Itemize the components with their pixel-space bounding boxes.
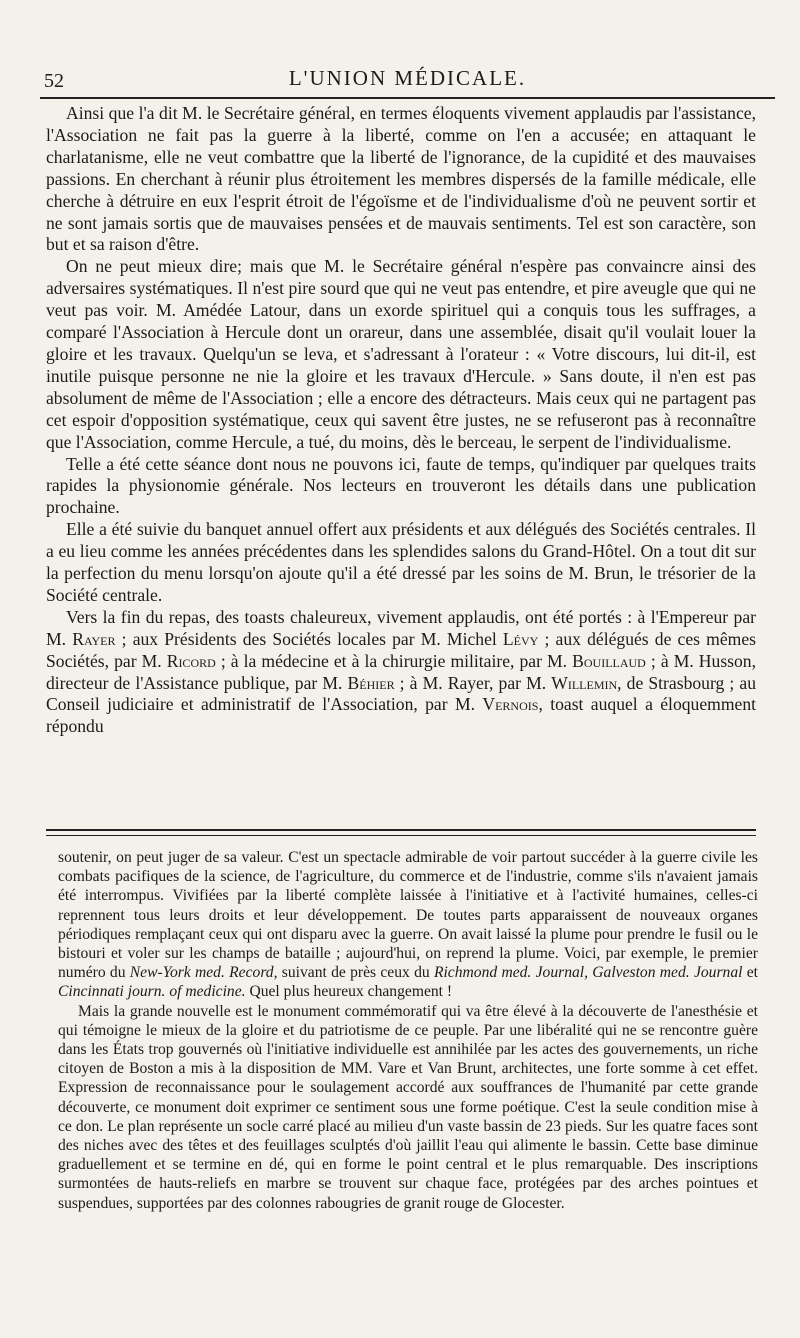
text-run: On ne peut mieux dire; mais que M. le Secrétaire général n'espère pas convaincre ainsi des adversaires systématiques. Il n'est pire sourd que qui ne veut pas entendre, et pire aveugle que qui ne veut pas voir. M. Amédée Latour, dans un exorde spirituel qui a conquis tous les suffrages, a comparé l'Association à Hercule dont un orareur, dans une assemblée, disait qu'il voulait louer la gloire et les travaux. Quelqu'un se leva, et s'adressant à l'orateur : « Votre discours, lui dit-il, est inutile puisque personne ne nie la gloire et les travaux d'Hercule. » Sans doute, il n'en est pas absolument de même de l'Association ; elle a encore des détracteurs. Mais ceux qui ne partagent pas cet espoir d'opposition systématique, ceux qui savent être justes, ne se refuseront pas à reconnaître que l'Association, comme Hercule, a tué, du moins, dès le berceau, le serpent de l'individualisme. — [46, 256, 756, 452]
text-run: soutenir, on peut juger de sa valeur. C'est un spectacle admirable de voir partout succéder à la guerre civile les combats pacifiques de la science, de l'agriculture, du commerce et de l'industrie, comme s'ils n'avaient jamais été interrompus. Vivifiées par la liberté complète laissée à l'initiative et à l'activité humaines, celles-ci reprennent tous leurs droits et leur développement. De toutes parts apparaissent de nouveaux organes périodiques remplaçant ceux qui ont disparu avec la guerre. On avait laissé la plume pour prendre le fusil ou le bistouri et voler sur les champs de bataille ; aujourd'hui, on reprend la plume. Voici, par exemple, le premier numéro du — [58, 849, 758, 982]
page-number: 52 — [44, 70, 64, 92]
main-article-text — [46, 103, 756, 738]
section-divider — [46, 829, 756, 836]
paragraph — [46, 103, 756, 256]
paragraph — [58, 1002, 758, 1213]
text-run: ; aux Présidents des Sociétés locales par M. Michel — [115, 628, 503, 649]
journal-name: Richmond med. Journal, Galveston med. Journal — [433, 964, 743, 982]
person-name: Rayer — [72, 628, 116, 649]
running-header — [40, 62, 775, 92]
journal-name: Cincinnati journ. of medicine. — [58, 983, 246, 1001]
text-run: , de Strasbourg ; au Conseil judiciaire et administratif de l'Association, par M. — [46, 672, 756, 715]
person-name: Bouillaud — [572, 650, 646, 671]
feuilleton-text — [58, 848, 758, 1213]
paragraph — [46, 454, 756, 520]
text-run: Ainsi que l'a dit M. le Secrétaire général, en termes éloquents vivement applaudis par l'assistance, l'Association ne fait pas la guerre à la liberté, comme on l'en a accusée; en attaquant le charlatanisme, elle ne veut combattre que la liberté de l'ignorance, de la cupidité et des mauvaises passions. En cherchant à réunir plus étroitement les membres dispersés de la famille médicale, elle cherche à détruire en eux l'esprit étroit de l'égoïsme et de l'individualisme d'où ne peuvent sortir et ne sont jamais sortis que de mauvaises pensées et de mauvais sentiments. Tel est son caractère, son but et sa raison d'être. — [46, 103, 756, 255]
text-run: Telle a été cette séance dont nous ne pouvons ici, faute de temps, qu'indiquer par quelques traits rapides la physionomie générale. Nos lecteurs en trouveront les détails dans une publication prochaine. — [46, 453, 756, 518]
paragraph — [46, 607, 756, 738]
text-run: Mais la grande nouvelle est le monument commémoratif qui va être élevé à la découverte de l'anesthésie et qui témoigne le mieux de la gloire et du patriotisme de ce peuple. Par une libéralité qui ne se rencontre guère dans les États trop gouvernés où l'initiative individuelle est annihilée par les actes des gouvernements, un riche citoyen de Boston a mis à la disposition de MM. Vare et Van Brunt, architectes, une forte somme à cet effet. Expression de reconnaissance pour le soulagement accordé aux souffrances de l'humanité par cette grande découverte, ce monument doit exprimer ce sentiment sous une forme poétique. C'est la seule condition mise à ce don. Le plan représente un socle carré placé au milieu d'un vaste bassin de 23 pieds. Sur les quatre faces sont des niches avec des têtes et des feuillages sculptés d'où jaillit l'eau qui alimente le bassin. Cette base diminue graduellement et se termine en dé, qui en forme le point central et le plus remarquable. Des inscriptions surmontées de hauts-reliefs en marbre se trouvent sur chaque face, protégées par des arches pointues et suspendues, supportées par des colonnes rabougries de granit rouge de Glocester. — [58, 1002, 758, 1212]
person-name: Béhier — [347, 672, 395, 693]
text-run: Quel plus heureux changement ! — [245, 983, 453, 1001]
person-name: Ricord — [166, 650, 216, 671]
person-name: Willemin — [551, 672, 618, 693]
text-run: Vers la fin du repas, des toasts chaleureux, vivement applaudis, ont été portés : à l'Empereur par M. — [46, 606, 756, 649]
text-run: , toast auquel a éloquemment répondu — [46, 694, 757, 737]
text-run: ; à M. Husson, directeur de l'Assistance publique, par M. — [46, 650, 756, 693]
text-run: suivant de près ceux du — [277, 964, 434, 982]
paragraph — [46, 256, 756, 453]
journal-name: New-York med. Record, — [129, 964, 278, 982]
text-run: ; à M. Rayer, par M. — [394, 672, 552, 693]
text-run: et — [742, 964, 758, 982]
text-run: ; aux délégués de ces mêmes Sociétés, par M. — [46, 628, 756, 671]
paragraph — [58, 848, 758, 1002]
person-name: Vernois — [482, 694, 539, 715]
text-run: ; à la médecine et à la chirurgie militaire, par M. — [215, 650, 573, 671]
person-name: Lévy — [502, 628, 539, 649]
paragraph — [46, 519, 756, 607]
text-run: Elle a été suivie du banquet annuel offert aux présidents et aux délégués des Sociétés centrales. Il a eu lieu comme les années précédentes dans les splendides salons du Grand-Hôtel. On a tout dit sur la perfection du menu lorsqu'on ajoute qu'il a été dressé par les soins de M. Brun, le trésorier de la Société centrale. — [46, 519, 756, 605]
journal-title: L'UNION MÉDICALE. — [288, 66, 527, 90]
header-rule — [40, 97, 775, 99]
